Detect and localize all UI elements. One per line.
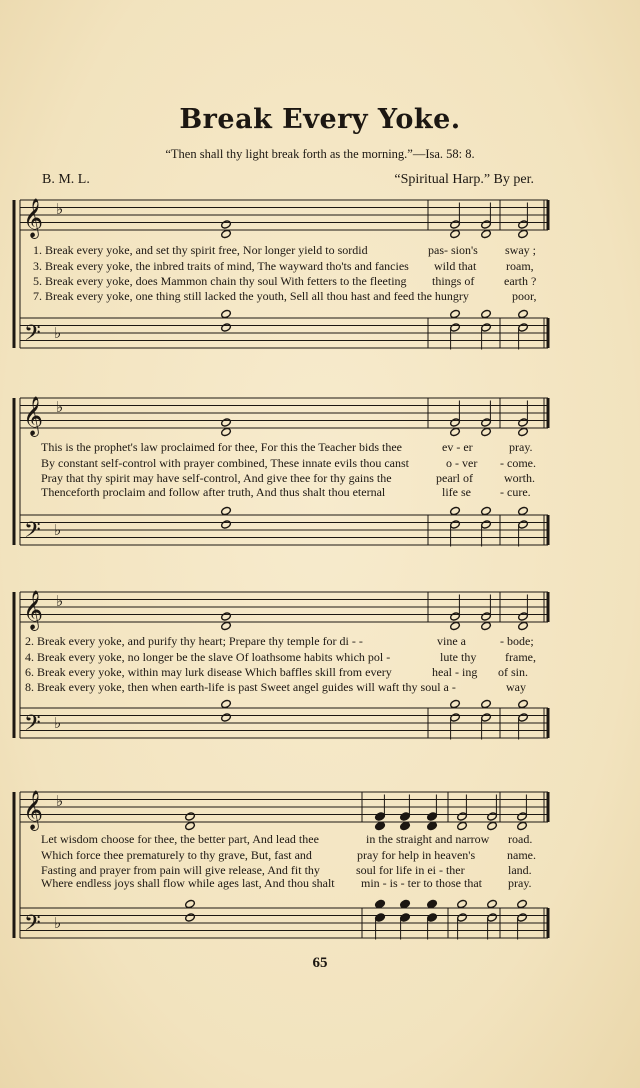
lyric-text: land.	[508, 863, 532, 877]
flat-icon: ♭	[56, 792, 64, 810]
lyric-text: By constant self-control with prayer combined, These innate evils thou canst	[41, 456, 410, 470]
flat-icon: ♭	[54, 324, 62, 342]
flat-icon: ♭	[54, 914, 62, 932]
lyric-line	[0, 456, 640, 471]
lyric-text: - bode;	[500, 634, 534, 648]
lyric-text: pray.	[508, 876, 532, 890]
treble-clef-icon: 𝄞	[23, 198, 44, 238]
lyric-text: soul for life in ei - ther	[356, 863, 465, 877]
page-number: 65	[312, 955, 328, 971]
lyric-text: heal - ing	[432, 665, 478, 679]
lyric-text: earth ?	[504, 274, 537, 288]
lyric-text: 5. Break every yoke, does Mammon chain thy soul With fetters to the fleeting	[33, 274, 407, 288]
lyric-text: o - ver	[446, 456, 478, 470]
lyric-text: pray for help in heaven's	[357, 848, 476, 862]
treble-clef-icon: 𝄞	[23, 590, 44, 630]
source-credit: “Spiritual Harp.” By per.	[394, 172, 534, 187]
lyric-text: Let wisdom choose for thee, the better part, And lead thee	[41, 832, 319, 846]
flat-icon: ♭	[56, 200, 64, 218]
lyric-text: in the straight and narrow	[366, 832, 490, 846]
lyric-text: 7. Break every yoke, one thing still lacked the youth, Sell all thou hast and feed the hungry	[33, 289, 469, 303]
bass-clef-icon: 𝄢	[24, 911, 41, 941]
bass-clef-icon: 𝄢	[24, 518, 41, 548]
lyric-line	[0, 832, 640, 847]
lyric-text: 1. Break every yoke, and set thy spirit free, Nor longer yield to sordid	[33, 243, 368, 257]
lyric-text: 8. Break every yoke, then when earth-life is past Sweet angel guides will waft thy soul a -	[25, 680, 456, 694]
lyric-line	[0, 650, 640, 665]
lyric-text: Fasting and prayer from pain will give release, And fit thy	[41, 863, 320, 877]
lyric-line	[0, 665, 640, 680]
hymn-title: Break Every Yoke.	[179, 104, 461, 135]
lyric-line	[0, 634, 640, 649]
lyric-text: min - is - ter to those that	[361, 876, 482, 890]
lyric-text: worth.	[504, 471, 535, 485]
lyric-line	[0, 274, 640, 289]
lyric-text: wild that	[434, 259, 477, 273]
treble-clef-icon: 𝄞	[23, 790, 44, 830]
lyric-text: of sin.	[498, 665, 528, 679]
lyric-text: pray.	[509, 440, 533, 454]
lyric-text: name.	[507, 848, 536, 862]
lyric-text: This is the prophet's law proclaimed for thee, For this the Teacher bids thee	[41, 440, 403, 454]
lyric-text: ev - er	[442, 440, 473, 454]
lyric-line	[0, 680, 640, 695]
epigraph: “Then shall thy light break forth as the morning.”—Isa. 58: 8.	[165, 147, 475, 161]
lyric-text: Thenceforth proclaim and follow after truth, And thus shalt thou eternal	[41, 485, 386, 499]
flat-icon: ♭	[54, 521, 62, 539]
treble-clef-icon: 𝄞	[23, 396, 44, 436]
lyric-line	[0, 259, 640, 274]
lyric-line	[0, 848, 640, 863]
lyric-line	[0, 440, 640, 455]
lyric-text: things of	[432, 274, 475, 288]
lyric-text: 3. Break every yoke, the inbred traits of mind, The wayward tho'ts and fancies	[33, 259, 409, 273]
lyric-text: - cure.	[500, 485, 531, 499]
lyric-text: life se	[442, 485, 471, 499]
lyric-line	[0, 485, 640, 500]
lyric-text: Pray that thy spirit may have self-control, And give thee for thy gains the	[41, 471, 392, 485]
lyric-text: frame,	[505, 650, 536, 664]
lyric-text: roam,	[506, 259, 534, 273]
lyric-text: 4. Break every yoke, no longer be the slave Of loathsome habits which pol -	[25, 650, 391, 664]
lyric-line	[0, 289, 640, 304]
lyric-text: sway ;	[505, 243, 536, 257]
bass-clef-icon: 𝄢	[24, 711, 41, 741]
lyric-text: - come.	[500, 456, 536, 470]
lyric-text: way	[506, 680, 526, 694]
flat-icon: ♭	[54, 714, 62, 732]
lyric-text: vine a	[437, 634, 466, 648]
lyric-text: Which force thee prematurely to thy grave, But, fast and	[41, 848, 312, 862]
lyric-text: road.	[508, 832, 533, 846]
flat-icon: ♭	[56, 398, 64, 416]
lyric-text: poor,	[512, 289, 537, 303]
flat-icon: ♭	[56, 592, 64, 610]
lyric-text: 6. Break every yoke, within may lurk disease Which baffles skill from every	[25, 665, 392, 679]
bass-clef-icon: 𝄢	[24, 321, 41, 351]
lyric-line	[0, 471, 640, 486]
lyric-line	[0, 243, 640, 258]
lyric-text: pearl of	[436, 471, 473, 485]
lyric-text: pas- sion's	[428, 243, 478, 257]
lyric-text: Where endless joys shall flow while ages last, And thou shalt	[41, 876, 335, 890]
lyric-text: lute thy	[440, 650, 477, 664]
author-credit: B. M. L.	[42, 172, 90, 187]
lyric-line	[0, 876, 640, 891]
lyric-text: 2. Break every yoke, and purify thy heart; Prepare thy temple for di - -	[25, 634, 363, 648]
